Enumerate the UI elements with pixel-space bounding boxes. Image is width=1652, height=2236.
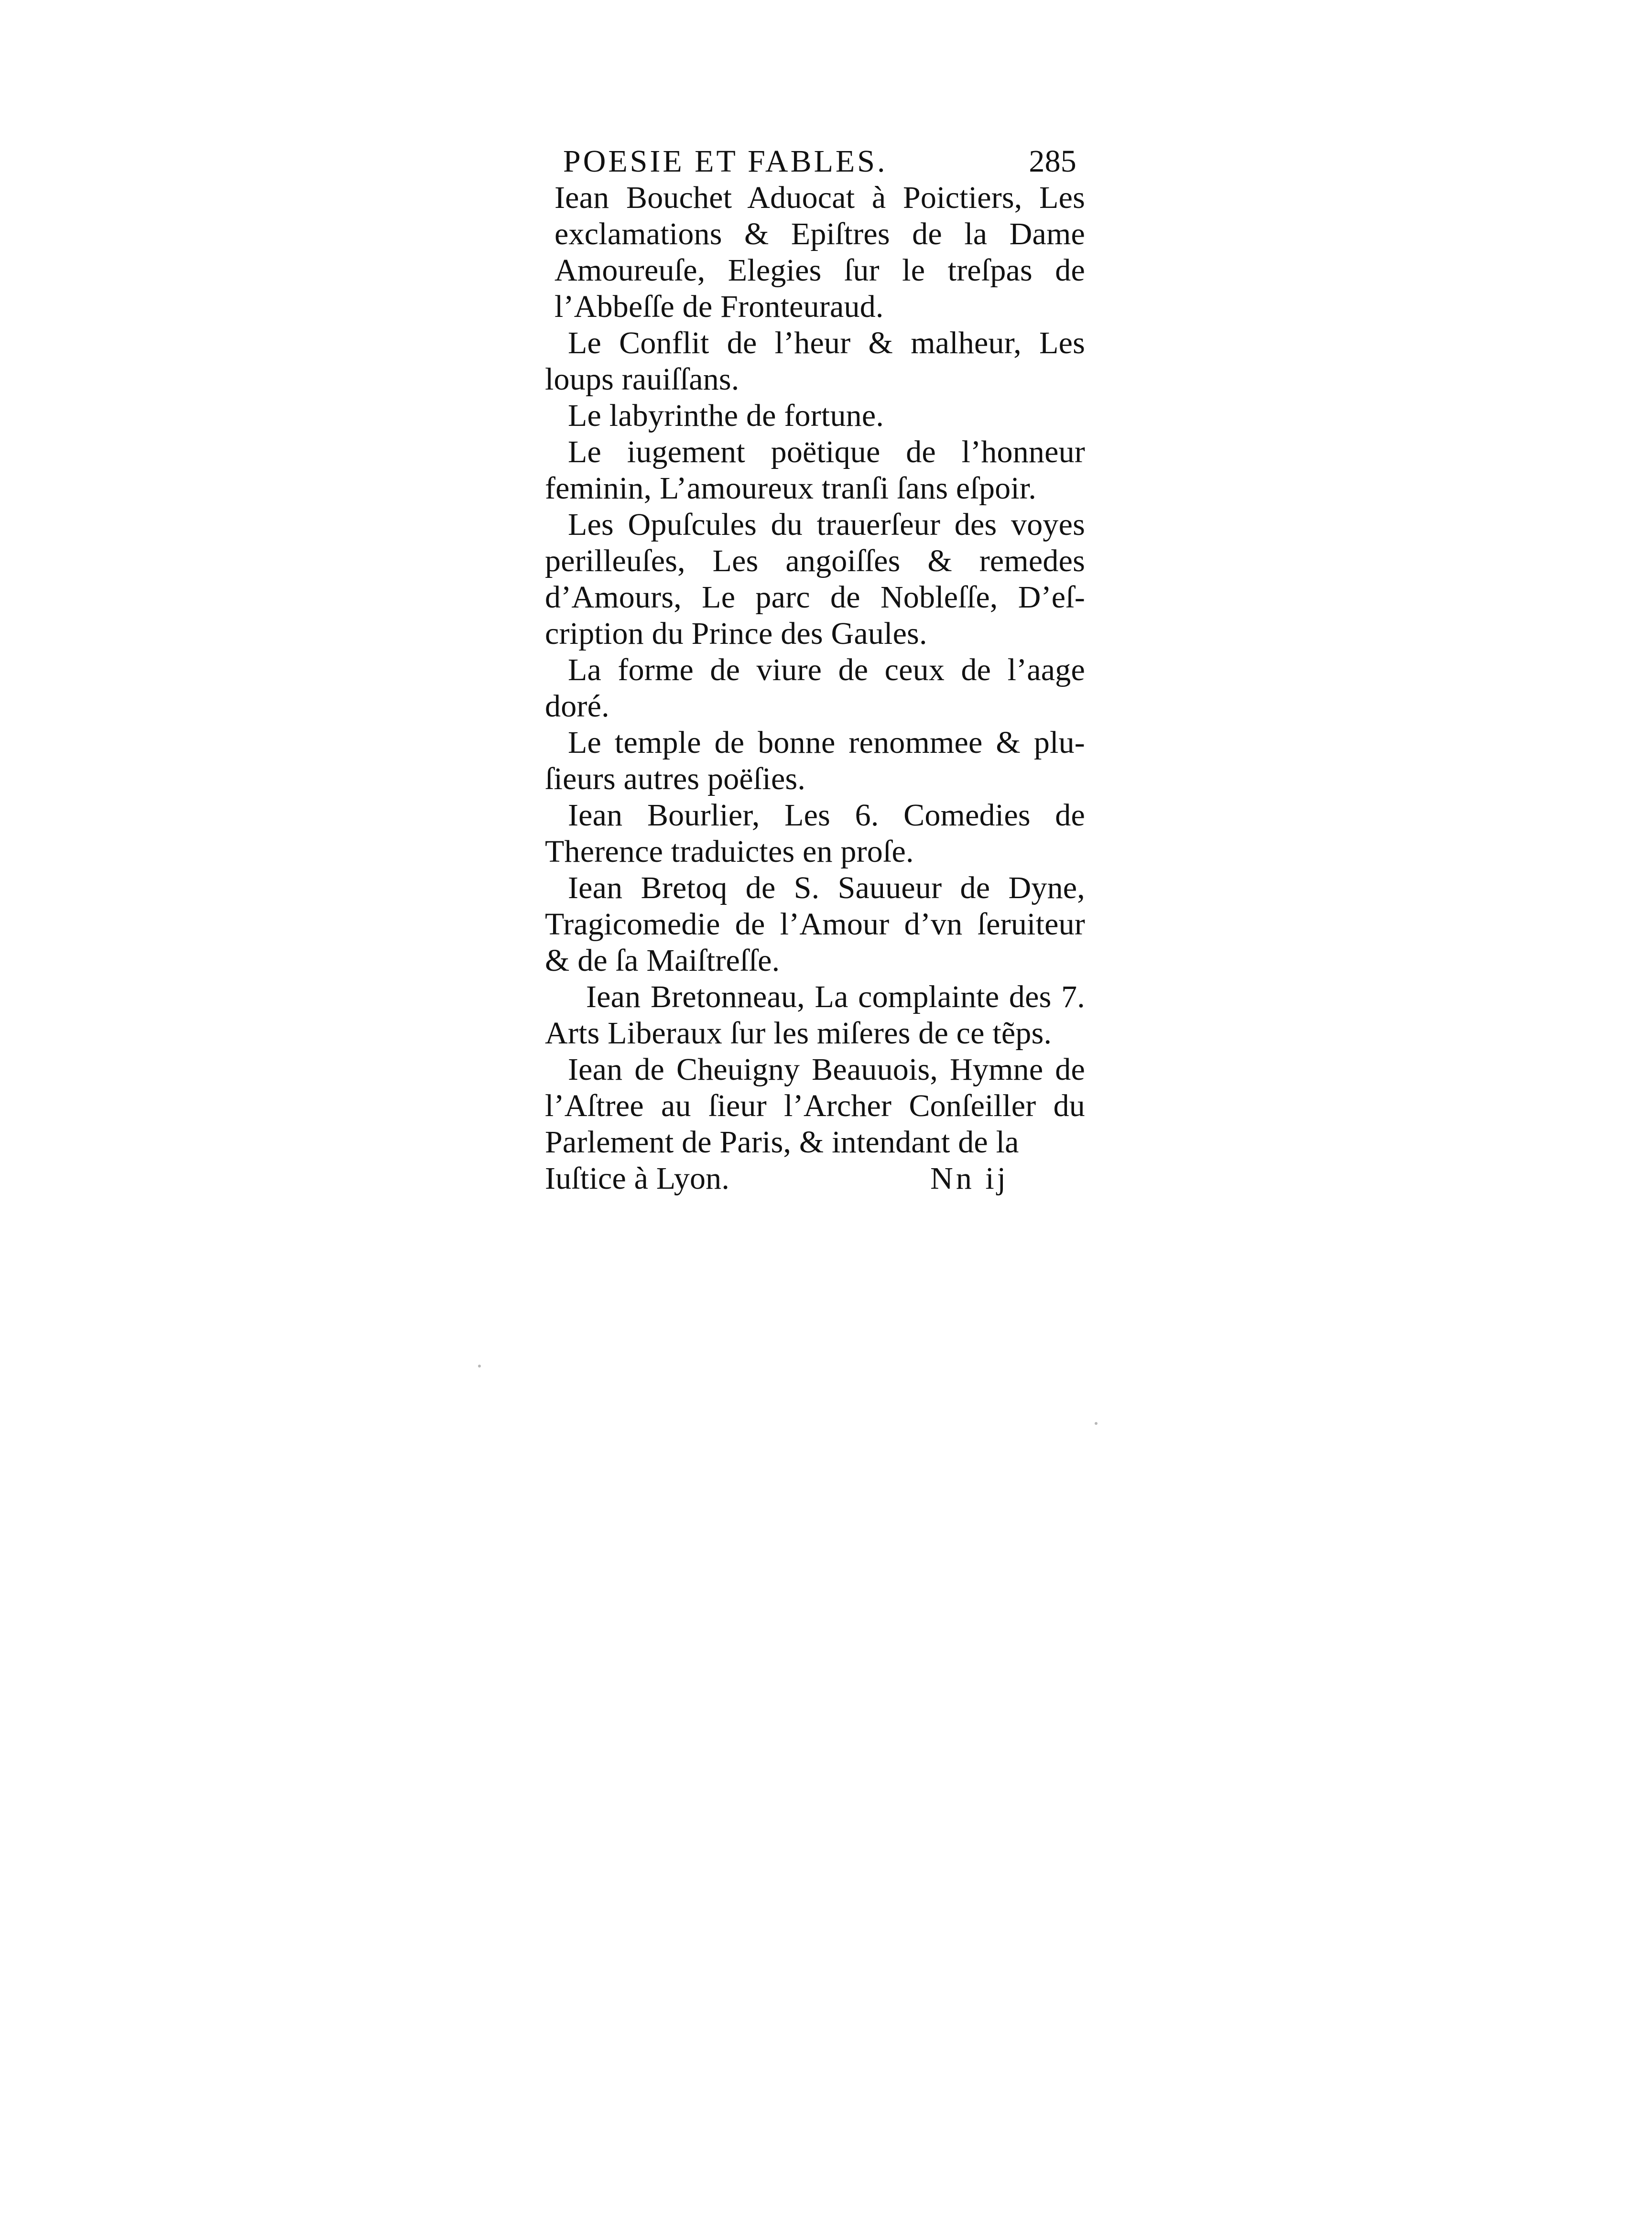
running-title: POESIE ET FABLES. xyxy=(563,144,888,179)
entry-bretoq: Iean Bretoq de S. Sauueur de Dyne, Tragicomedie de l’Amour d’vn ſeruiteur & de ſa Maiſtreſſe. xyxy=(545,870,1085,978)
last-line-text: Iuſtice à Lyon. xyxy=(545,1161,730,1196)
entry-bretonneau: Iean Bretonneau, La complainte des 7. Arts Liberaux ſur les miſeres de ce tẽps. xyxy=(545,979,1085,1051)
entry-bourlier: Iean Bourlier, Les 6. Comedies de Therence traduictes en proſe. xyxy=(545,798,1085,869)
entry-opuscules: Les Opuſcules du trauerſeur des voyes perilleuſes, Les angoiſſes & remedes d’Amours, Le parc de Nobleſſe, D’eſ- cription du Prince des Gaules. xyxy=(545,507,1085,651)
signature-mark: Nn ij xyxy=(930,1161,1009,1196)
entry-cheuigny: Iean de Cheuigny Beauuois, Hymne de l’Aſtree au ſieur l’Archer Conſeiller du Parlement de Paris, & intendant de la xyxy=(545,1052,1085,1160)
entry-conflit: Le Conflit de l’heur & malheur, Les loups rauiſſans. xyxy=(545,326,1085,397)
entry-iugement: Le iugement poëtique de l’honneur feminin, L’amoureux tranſi ſans eſpoir. xyxy=(545,434,1085,506)
entry-forme-de-viure: La forme de viure de ceux de l’aage doré. xyxy=(545,652,1085,724)
last-line xyxy=(545,1161,1085,1197)
entry-temple: Le temple de bonne renommee & plu- ſieurs autres poëſies. xyxy=(545,725,1085,796)
paper-speck xyxy=(478,1365,481,1368)
paper-speck xyxy=(1095,1422,1098,1425)
page-number: 285 xyxy=(1029,144,1076,179)
entry-labyrinthe: Le labyrinthe de fortune. xyxy=(568,398,884,433)
running-head xyxy=(545,143,1085,180)
entry-bouchet: Iean Bouchet Aduocat à Poictiers, Les exclamations & Epiſtres de la Dame Amoureuſe, Elegies ſur le treſpas de l’Abbeſſe de Fronteuraud. xyxy=(554,180,1085,324)
page-text-block xyxy=(545,143,1085,1197)
